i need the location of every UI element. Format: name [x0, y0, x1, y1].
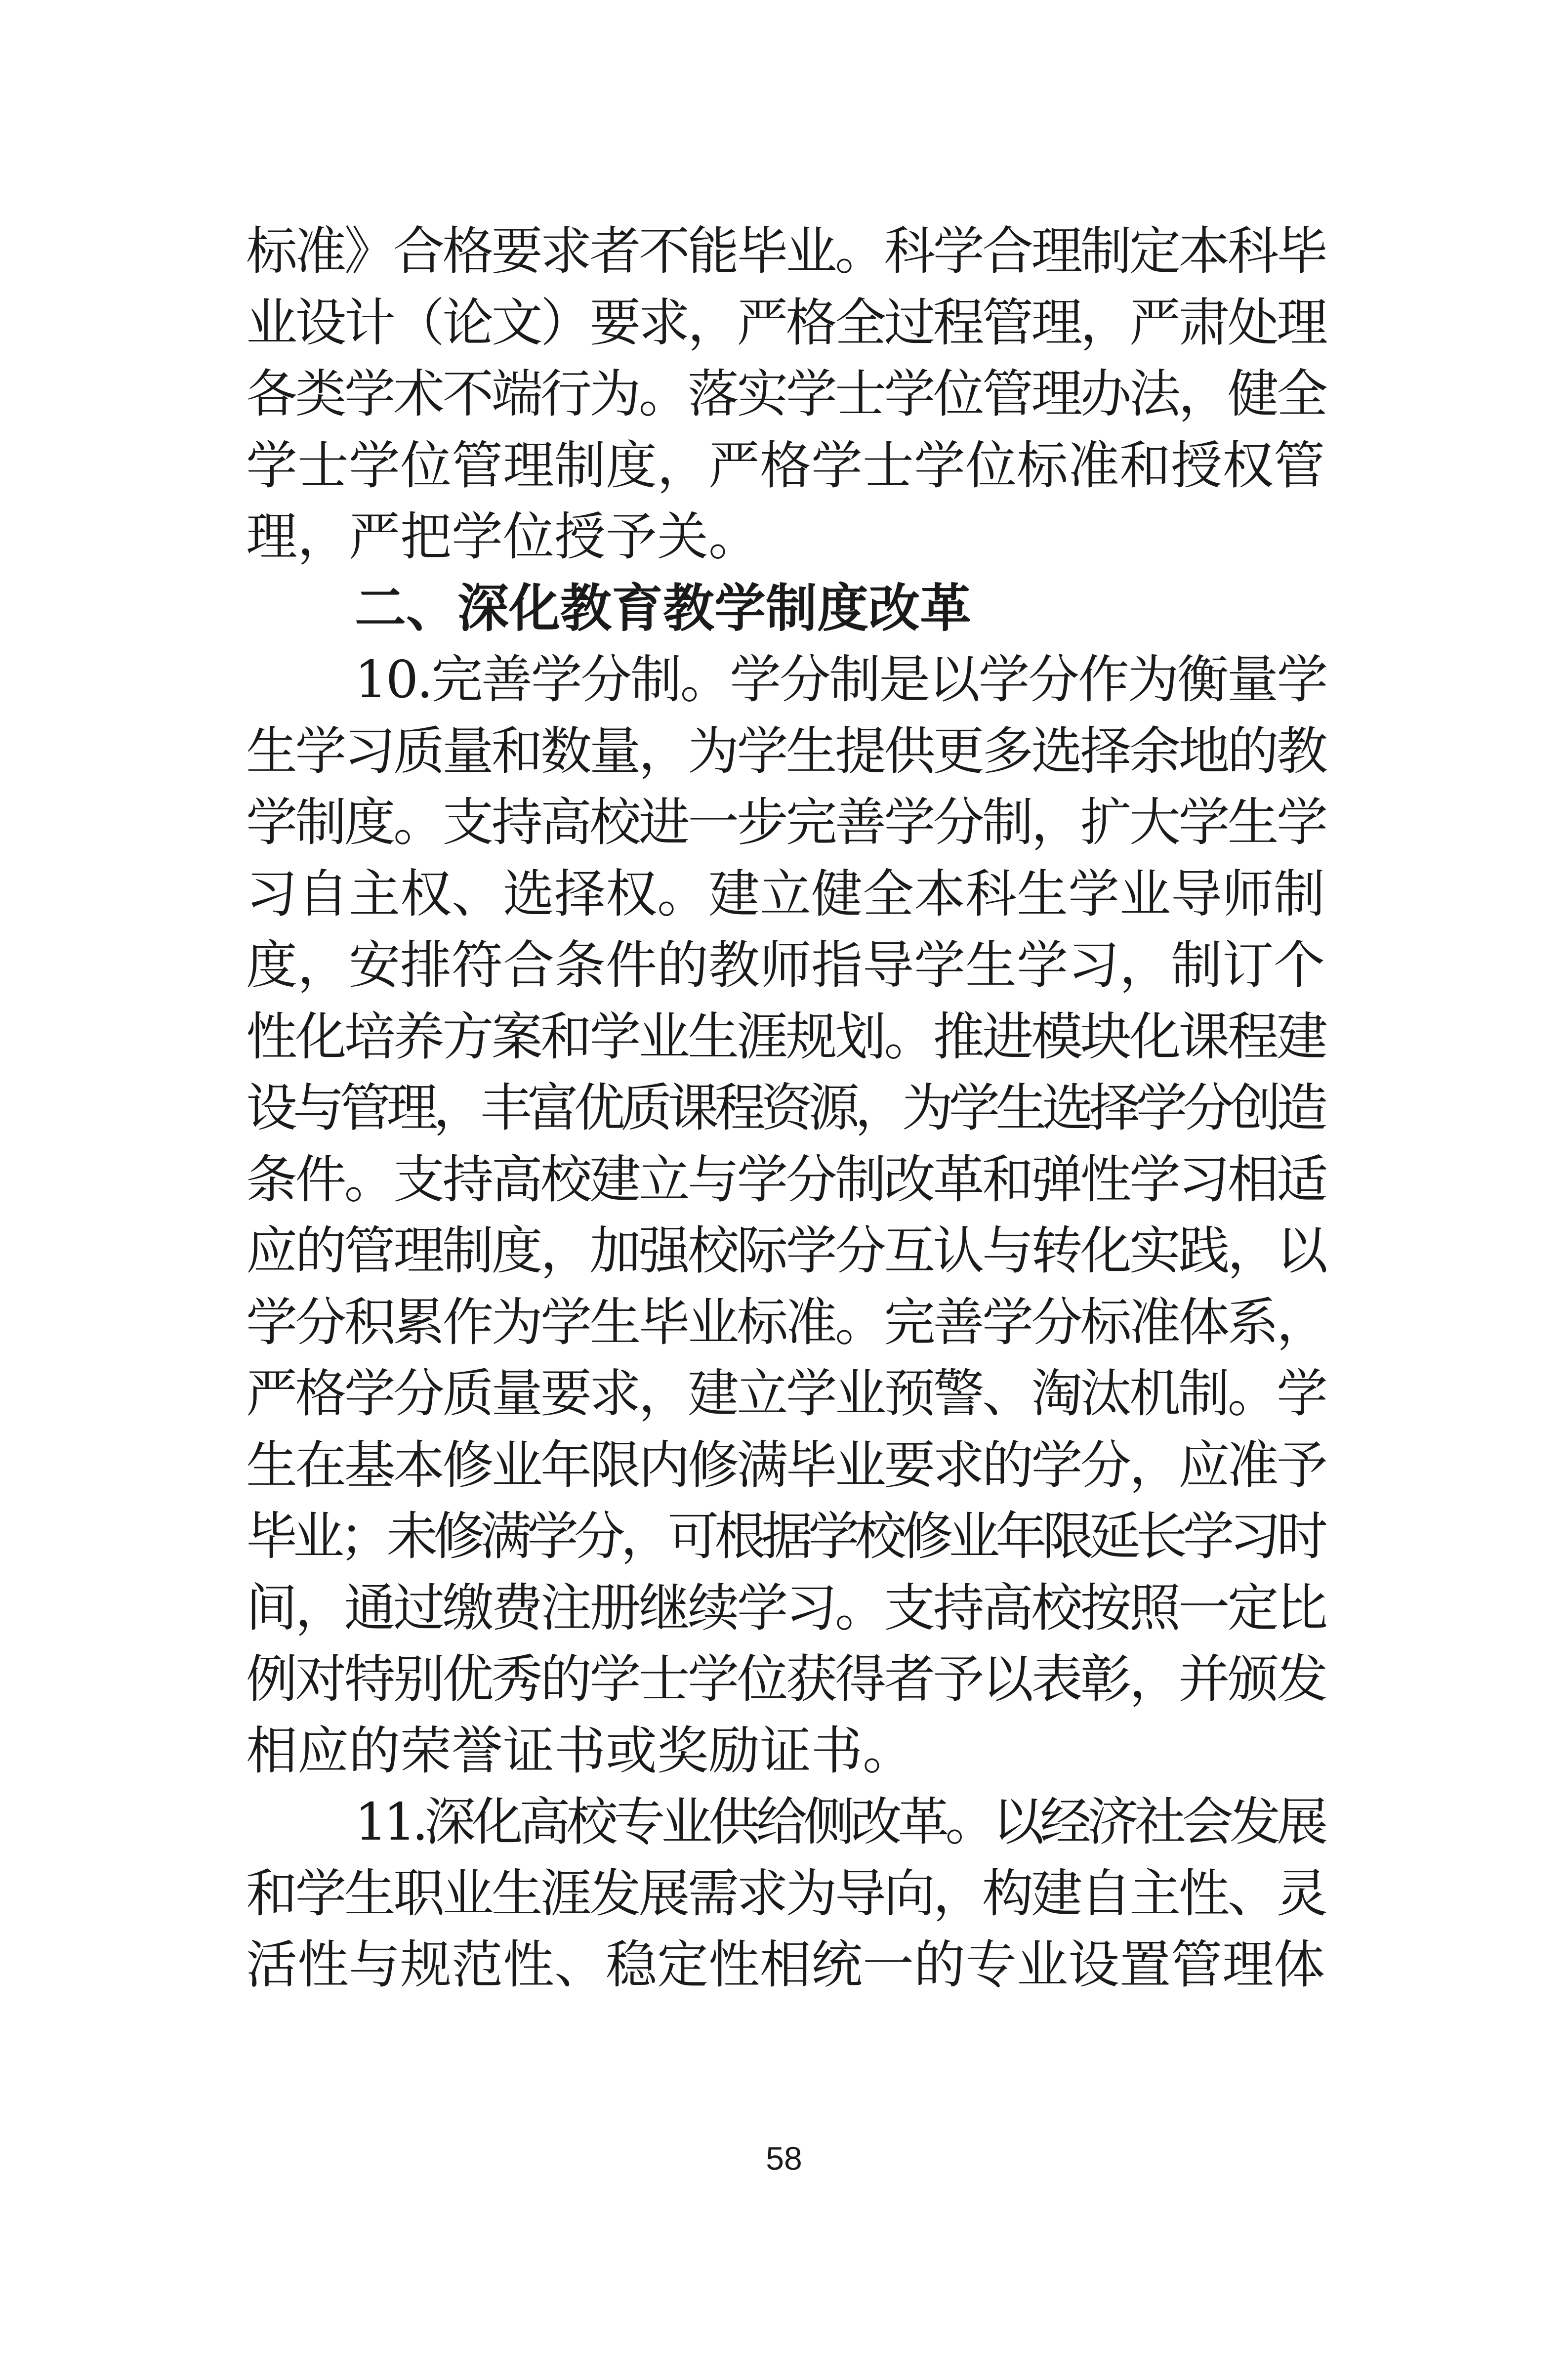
text-line: 条件。支持高校建立与学分制改革和弹性学习相适 — [246, 1149, 1326, 1210]
text-line: 相应的荣誉证书或奖励证书。 — [246, 1720, 914, 1781]
text-line: 学士学位管理制度，严格学士学位标准和授权管 — [246, 435, 1325, 496]
text-line: 标准》合格要求者不能毕业。科学合理制定本科毕 — [246, 221, 1326, 281]
text-line: 活性与规范性、稳定性相统一的专业设置管理体 — [246, 1934, 1325, 1995]
text-line: 10.完善学分制。学分制是以学分作为衡量学 — [355, 649, 1327, 710]
text-line: 11.深化高校专业供给侧改革。以经济社会发展 — [355, 1792, 1324, 1852]
text-line: 应的管理制度，加强校际学分互认与转化实践，以 — [246, 1220, 1326, 1281]
section-heading: 二、深化教育教学制度改革 — [355, 578, 972, 638]
text-line: 生学习质量和数量，为学生提供更多选择余地的教 — [246, 720, 1326, 781]
text-line: 各类学术不端行为。落实学士学位管理办法，健全 — [246, 364, 1326, 424]
body-text — [246, 215, 1328, 2001]
text-line: 生在基本修业年限内修满毕业要求的学分，应准予 — [246, 1434, 1326, 1495]
text-line: 设与管理，丰富优质课程资源，为学生选择学分创造 — [246, 1078, 1323, 1138]
page-number: 58 — [766, 2140, 802, 2177]
text-line: 毕业；未修满学分，可根据学校修业年限延长学习时 — [246, 1506, 1323, 1566]
text-line: 业设计（论文）要求，严格全过程管理，严肃处理 — [246, 292, 1326, 353]
text-line: 性化培养方案和学业生涯规划。推进模块化课程建 — [246, 1006, 1326, 1067]
text-line: 和学生职业生涯发展需求为导向，构建自主性、灵 — [246, 1863, 1326, 1924]
text-line: 理，严把学位授予关。 — [246, 506, 760, 567]
text-line: 严格学分质量要求，建立学业预警、淘汰机制。学 — [246, 1363, 1326, 1424]
text-line: 度，安排符合条件的教师指导学生学习，制订个 — [246, 935, 1325, 995]
text-line: 学分积累作为学生毕业标准。完善学分标准体系， — [246, 1292, 1326, 1352]
text-line: 习自主权、选择权。建立健全本科生学业导师制 — [246, 863, 1325, 924]
text-line: 学制度。支持高校进一步完善学分制，扩大学生学 — [246, 792, 1326, 852]
text-line: 例对特别优秀的学士学位获得者予以表彰，并颁发 — [246, 1649, 1326, 1709]
text-line: 间，通过缴费注册继续学习。支持高校按照一定比 — [246, 1577, 1326, 1638]
